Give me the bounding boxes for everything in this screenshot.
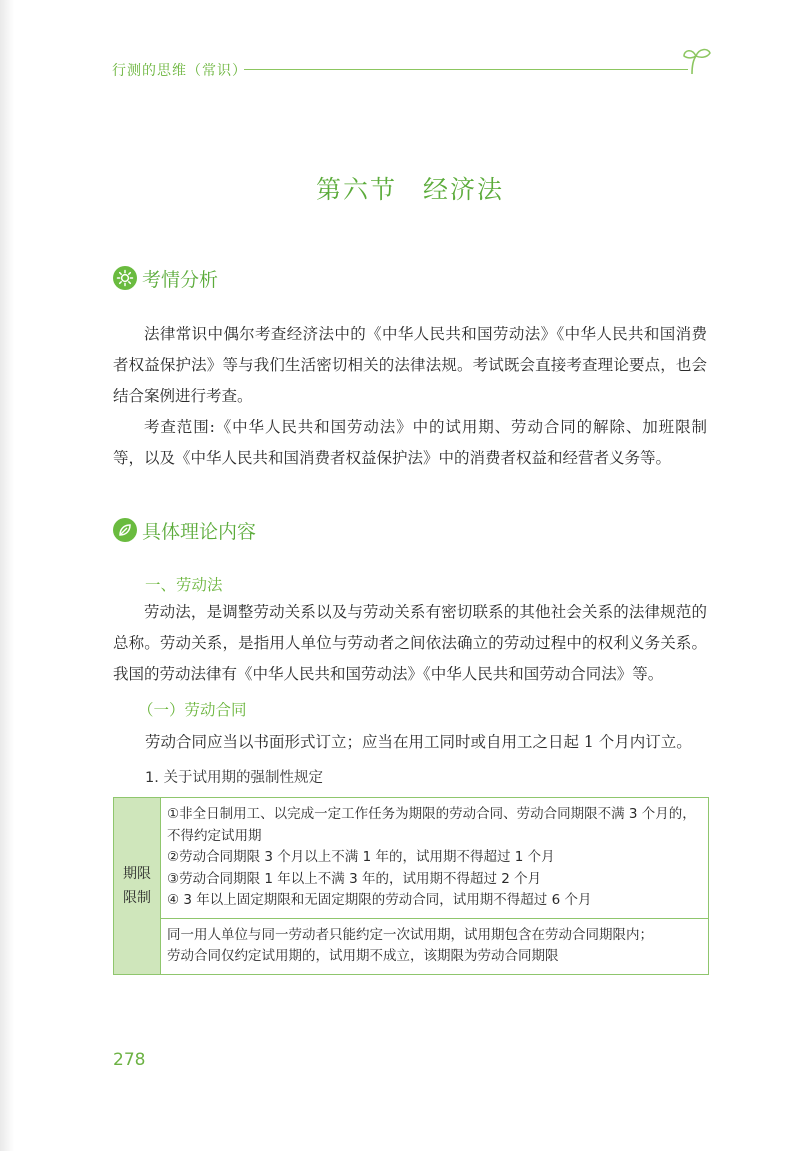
note-line-2: 劳动合同仅约定试用期的，试用期不成立，该期限为劳动合同期限 xyxy=(167,948,559,964)
section-name: 经济法 xyxy=(423,175,505,204)
table-side-label xyxy=(114,798,161,975)
analysis-heading xyxy=(113,265,218,291)
note-line-1: 同一用人单位与同一劳动者只能约定一次试用期，试用期包含在劳动合同期限内； xyxy=(167,926,653,943)
rule-item: ④ 3 年以上固定期限和无固定期限的劳动合同，试用期不得超过 6 个月 xyxy=(167,892,592,908)
probation-rule-table xyxy=(113,797,709,975)
rule-item: ③劳动合同期限 1 年以上不满 3 年的，试用期不得超过 2 个月 xyxy=(167,870,542,887)
sprout-icon xyxy=(680,44,714,78)
sun-gear-icon xyxy=(113,266,137,290)
table-row xyxy=(114,918,709,974)
leaf-icon xyxy=(113,518,137,542)
section-title xyxy=(0,170,800,206)
header-rule xyxy=(244,69,688,70)
side-label-line-1: 期限 xyxy=(123,865,151,882)
running-header-title: 行测的思维（常识） xyxy=(112,63,247,79)
note-cell xyxy=(161,918,709,974)
theory-paragraph-2: 劳动合同应当以书面形式订立；应当在用工同时或自用工之日起 1 个月内订立。 xyxy=(145,733,692,751)
table-row xyxy=(114,798,709,919)
analysis-paragraph-1: 法律常识中偶尔考查经济法中的《中华人民共和国劳动法》《中华人民共和国消费者权益保护法》等与我们生活密切相关的法律法规。考试既会直接考查理论要点，也会结合案例进行考查。 xyxy=(113,325,707,405)
sub-subsection-title: （一）劳动合同 xyxy=(138,701,247,719)
theory-heading xyxy=(113,517,256,543)
analysis-heading-label: 考情分析 xyxy=(142,268,219,291)
page-number: 278 xyxy=(113,1050,146,1070)
rule-item: ①非全日制用工、以完成一定工作任务为期限的劳动合同、劳动合同期限不满 3 个月的，不得约定试用期 xyxy=(167,806,696,844)
analysis-paragraph-2: 考查范围:《中华人民共和国劳动法》中的试用期、劳动合同的解除、加班限制等，以及《中华人民共和国消费者权益保护法》中的消费者权益和经营者义务等。 xyxy=(113,418,707,467)
side-label-line-2: 限制 xyxy=(123,889,151,906)
theory-paragraph-1: 劳动法，是调整劳动关系以及与劳动关系有密切联系的其他社会关系的法律规范的总称。劳动关系，是指用人单位与劳动者之间依法确立的劳动过程中的权利义务关系。我国的劳动法律有《中华人民共和国劳动法》《中华人民共和国劳动合同法》等。 xyxy=(113,603,707,683)
theory-heading-label: 具体理论内容 xyxy=(142,520,257,543)
rules-cell xyxy=(161,798,709,919)
section-number: 第六节 xyxy=(315,175,397,204)
point-1-heading: 1. 关于试用期的强制性规定 xyxy=(145,770,323,786)
rule-item: ②劳动合同期限 3 个月以上不满 1 年的，试用期不得超过 1 个月 xyxy=(167,849,555,865)
subsection-title: 一、劳动法 xyxy=(145,576,223,594)
